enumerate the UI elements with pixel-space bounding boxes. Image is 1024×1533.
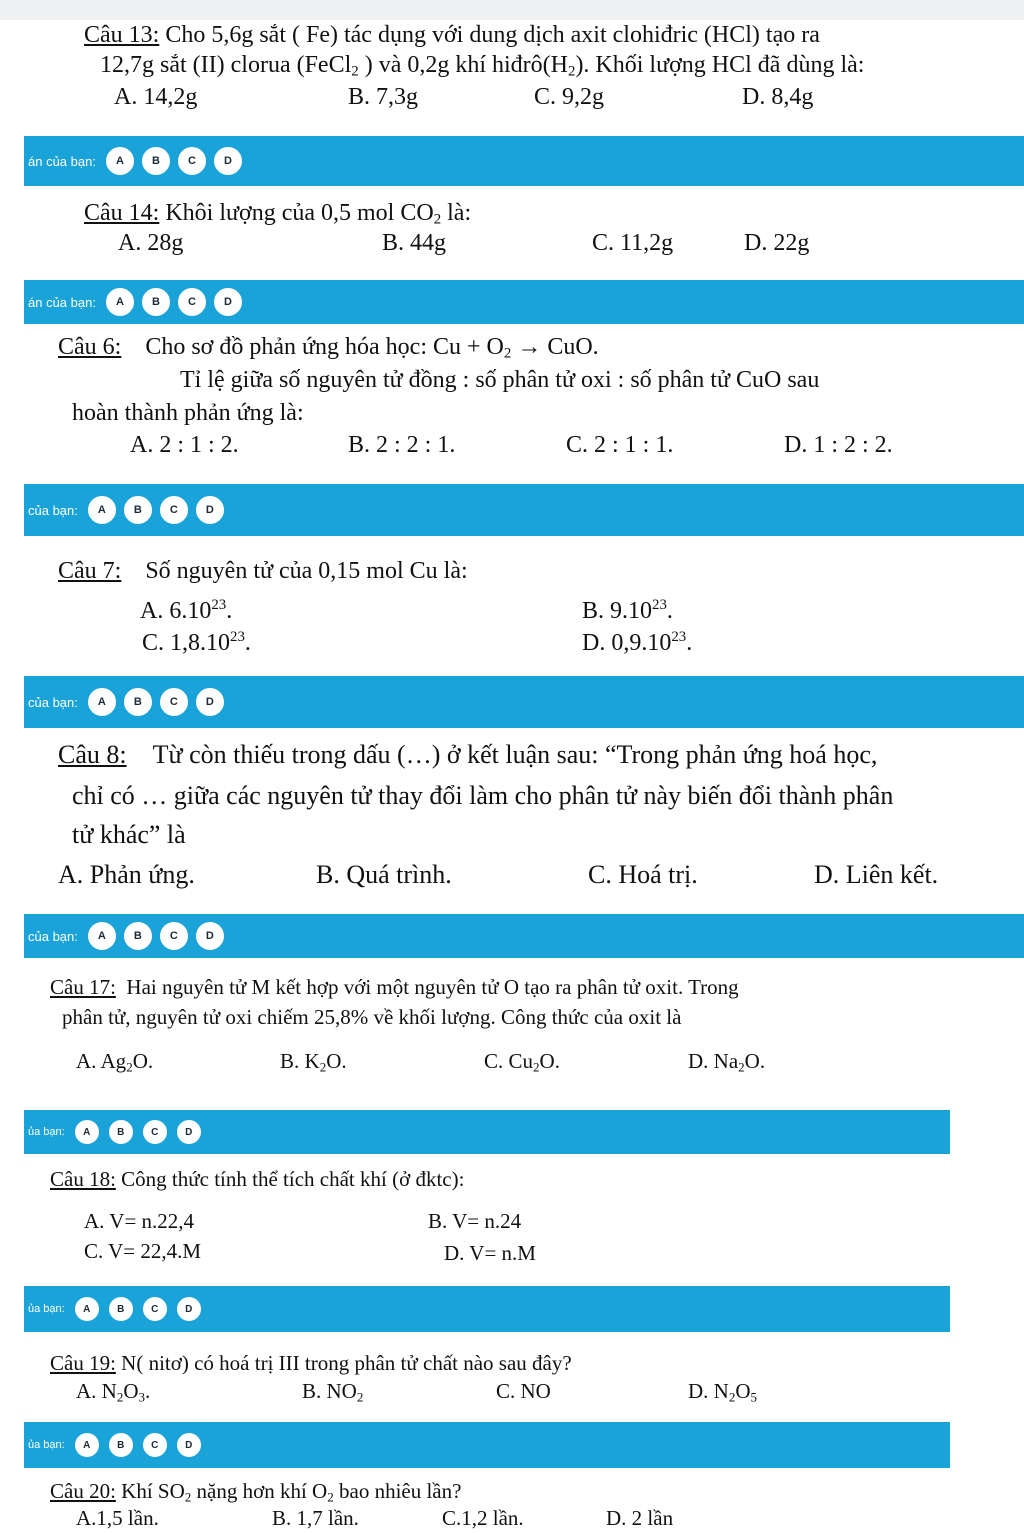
answer-bar-18: [24, 1286, 950, 1332]
answer-label: của bạn:: [28, 694, 78, 710]
answer-bar-8: [24, 914, 1024, 958]
option-a: A. $Ag_2O$.: [76, 1049, 154, 1075]
option-d: D. $Na_2O$.: [688, 1049, 766, 1075]
option-c: C. 1,8.10$^{23}$.: [142, 629, 251, 656]
answer-bar-6: [24, 484, 1024, 536]
question-8-line-3: tử khác” là: [72, 820, 186, 849]
answer-choice-c[interactable]: C: [143, 1120, 167, 1144]
answer-choice-b[interactable]: B: [124, 922, 152, 950]
answer-choice-d[interactable]: D: [214, 147, 242, 175]
option-b: B. $NO_2$: [302, 1379, 364, 1405]
option-c: C. NO: [496, 1379, 551, 1403]
option-b: B. $K_2O$.: [280, 1049, 347, 1075]
option-d: D. 22g: [744, 230, 810, 256]
answer-choice-c[interactable]: C: [178, 147, 206, 175]
option-a: A. Phản ứng.: [58, 860, 195, 889]
answer-bar-19: [24, 1422, 950, 1468]
answer-bar-7: [24, 676, 1024, 728]
answer-label: án của bạn:: [28, 294, 96, 310]
answer-choice-a[interactable]: A: [75, 1297, 99, 1321]
question-7-line-1: Câu 7: Số nguyên tử của 0,15 mol Cu là:: [58, 558, 468, 584]
question-number: Câu 6:: [58, 334, 122, 360]
question-6-line-1: Câu 6: Cho sơ đồ phản ứng hóa học: $Cu + O_2$ → CuO.: [58, 334, 599, 362]
question-20-line-1: Câu 20: Khí $SO_2$ nặng hơn khí $O_2$ bao nhiêu lần?: [50, 1479, 462, 1505]
question-number: Câu 17:: [50, 975, 116, 999]
option-a: A. $N_2O_3$.: [76, 1379, 151, 1405]
answer-choice-d[interactable]: D: [177, 1120, 201, 1144]
answer-choice-c[interactable]: C: [160, 496, 188, 524]
option-a: A. V= n.22,4: [84, 1209, 195, 1233]
option-c: C.1,2 lần.: [442, 1506, 524, 1530]
question-number: Câu 18:: [50, 1167, 116, 1191]
answer-label: của bạn:: [28, 502, 78, 518]
question-6-line-3: hoàn thành phản ứng là:: [72, 400, 304, 426]
question-17-line-2: phân tử, nguyên tử oxi chiếm 25,8% về khối lượng. Công thức của oxit là: [62, 1005, 682, 1029]
answer-choice-d[interactable]: D: [196, 496, 224, 524]
answer-label: án của bạn:: [28, 153, 96, 169]
answer-choice-a[interactable]: A: [75, 1433, 99, 1457]
question-19-line-1: Câu 19: N( nitơ) có hoá trị III trong phân tử chất nào sau đây?: [50, 1351, 572, 1375]
answer-choice-a[interactable]: A: [88, 688, 116, 716]
answer-choice-b[interactable]: B: [124, 496, 152, 524]
answer-bar-17: [24, 1110, 950, 1154]
answer-choice-a[interactable]: A: [106, 288, 134, 316]
option-a: A. 14,2g: [114, 84, 198, 110]
answer-label: của bạn:: [28, 928, 78, 944]
top-bar: [0, 0, 1024, 20]
answer-label: ủa bạn:: [28, 1303, 65, 1315]
question-13-line-2: 12,7g sắt (II) clorua (FeCl$_2$ ) và 0,2g khí $hiđrô(H_2)$. Khối lượng HCl đã dùng là:: [100, 52, 865, 80]
option-a: A. 28g: [118, 230, 184, 256]
option-d: D. 0,9.10$^{23}$.: [582, 629, 693, 656]
question-18-line-1: Câu 18: Công thức tính thể tích chất khí (ở đktc):: [50, 1167, 465, 1191]
option-b: B. 7,3g: [348, 84, 419, 110]
answer-choice-a[interactable]: A: [75, 1120, 99, 1144]
question-number: Câu 13:: [84, 22, 160, 48]
option-b: B. 1,7 lần.: [272, 1506, 359, 1530]
answer-choice-d[interactable]: D: [177, 1433, 201, 1457]
answer-choice-a[interactable]: A: [88, 922, 116, 950]
option-d: D. Liên kết.: [814, 860, 939, 889]
answer-choice-c[interactable]: C: [143, 1433, 167, 1457]
answer-choice-c[interactable]: C: [143, 1297, 167, 1321]
answer-label: ủa bạn:: [28, 1126, 65, 1138]
option-c: C. $Cu_2O$.: [484, 1049, 560, 1075]
question-number: Câu 7:: [58, 558, 122, 584]
answer-bar-13: [24, 136, 1024, 186]
option-a: A.1,5 lần.: [76, 1506, 159, 1530]
answer-choice-d[interactable]: D: [177, 1297, 201, 1321]
answer-choice-a[interactable]: A: [106, 147, 134, 175]
question-6-line-2: Tỉ lệ giữa số nguyên tử đồng : số phân tử oxi : số phân tử CuO sau: [180, 367, 820, 393]
option-d: D. 1 : 2 : 2.: [784, 432, 893, 458]
question-number: Câu 20:: [50, 1479, 116, 1503]
option-a: A. 2 : 1 : 2.: [130, 432, 239, 458]
option-b: B. 9.10$^{23}$.: [582, 597, 673, 624]
option-b: B. 2 : 2 : 1.: [348, 432, 456, 458]
answer-label: ủa bạn:: [28, 1439, 65, 1451]
question-17-line-1: Câu 17: Hai nguyên tử M kết hợp với một nguyên tử O tạo ra phân tử oxit. Trong: [50, 975, 739, 999]
option-c: C. V= 22,4.M: [84, 1239, 202, 1263]
option-c: C. 2 : 1 : 1.: [566, 432, 674, 458]
question-number: Câu 8:: [58, 740, 127, 769]
answer-choice-d[interactable]: D: [214, 288, 242, 316]
option-c: C. 9,2g: [534, 84, 605, 110]
answer-bar-14: [24, 280, 1024, 324]
question-number: Câu 19:: [50, 1351, 116, 1375]
option-b: B. 44g: [382, 230, 447, 256]
question-number: Câu 14:: [84, 200, 160, 226]
option-c: C. Hoá trị.: [588, 860, 698, 889]
option-d: D. V= n.M: [444, 1241, 536, 1265]
answer-choice-c[interactable]: C: [178, 288, 206, 316]
question-14-line-1: Câu 14: Khôi lượng của 0,5 mol $CO_2$ là:: [84, 200, 472, 228]
answer-choice-b[interactable]: B: [124, 688, 152, 716]
answer-choice-d[interactable]: D: [196, 688, 224, 716]
answer-choice-a[interactable]: A: [88, 496, 116, 524]
answer-choice-d[interactable]: D: [196, 922, 224, 950]
answer-choice-c[interactable]: C: [160, 688, 188, 716]
option-b: B. Quá trình.: [316, 860, 452, 889]
answer-choice-b[interactable]: B: [142, 288, 170, 316]
answer-choice-b[interactable]: B: [142, 147, 170, 175]
option-d: D. 8,4g: [742, 84, 814, 110]
option-d: D. 2 lần: [606, 1506, 674, 1530]
question-8-line-2: chỉ có … giữa các nguyên tử thay đổi làm cho phân tử này biến đổi thành phân: [72, 781, 894, 810]
answer-choice-b[interactable]: B: [109, 1120, 133, 1144]
question-13-line-1: Câu 13: Cho 5,6g sắt ( Fe) tác dụng với dung dịch axit clohiđric (HCl) tạo ra: [84, 22, 820, 48]
answer-choice-b[interactable]: B: [109, 1433, 133, 1457]
answer-choice-c[interactable]: C: [160, 922, 188, 950]
option-c: C. 11,2g: [592, 230, 674, 256]
question-8-line-1: Câu 8: Từ còn thiếu trong dấu (…) ở kết luận sau: “Trong phản ứng hoá học,: [58, 740, 878, 769]
answer-choice-b[interactable]: B: [109, 1297, 133, 1321]
option-a: A. 6.10$^{23}$.: [140, 597, 233, 624]
option-d: D. $N_2O_5$: [688, 1379, 758, 1405]
option-b: B. V= n.24: [428, 1209, 522, 1233]
